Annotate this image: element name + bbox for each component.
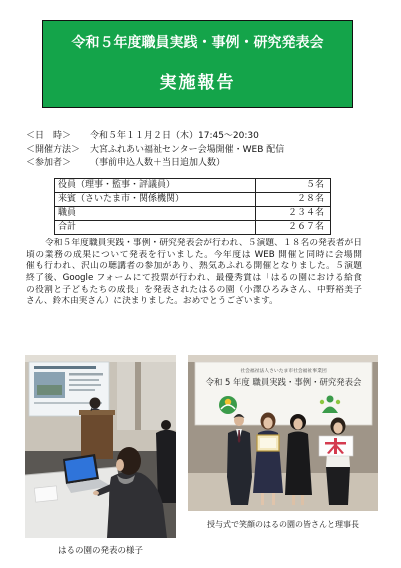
photo-caption-left: はるの園の発表の様子 xyxy=(57,546,143,556)
banner-organization: 社会福祉法人さいたま市社会福祉事業団 xyxy=(240,369,327,374)
table-row xyxy=(55,179,331,193)
table-cell-count: ５名 xyxy=(256,179,331,193)
paragraph-line: 令和５年度職員実践・事例・研究発表会が行われ、５演題、１８名の発表者が日 xyxy=(45,238,362,248)
table-cell-count: ２８名 xyxy=(256,193,331,207)
report-heading: 実施報告 xyxy=(159,73,236,93)
table-cell-count: ２３４名 xyxy=(256,207,331,221)
award-photo xyxy=(188,355,378,511)
certificate xyxy=(257,435,279,451)
paragraph-line: さん、鈴木由実さん）に決まりました。おめでとうございます。 xyxy=(26,296,278,307)
info-value: （事前申込人数＋当日追加人数） xyxy=(90,158,226,168)
event-banner xyxy=(195,362,372,425)
table-cell-category: 職員 xyxy=(55,207,256,221)
info-label: ＜参加者＞ xyxy=(26,158,72,168)
table-row xyxy=(55,207,331,221)
logo-left xyxy=(219,396,237,414)
title-banner xyxy=(42,20,353,108)
podium xyxy=(79,404,115,459)
report-paragraph xyxy=(26,238,362,308)
presentation-photo xyxy=(25,355,176,538)
info-value: 大宮ふれあい福祉センター会場開催・WEB 配信 xyxy=(90,144,285,155)
info-row-date xyxy=(26,130,376,144)
paragraph-line: 催も行われ、沢山の聴講者の参加があり、熱気あふれる開催となりました。５演題 xyxy=(26,261,362,272)
info-row-method xyxy=(26,144,376,158)
table-cell-category: 合計 xyxy=(55,221,256,235)
paragraph-line: の役割と子どもたちの成長」を発表されたはるの園（小澤ひろみさん、中野裕美子 xyxy=(26,284,362,295)
event-info xyxy=(26,130,376,171)
info-value: 令和５年１１月２日（木）17:45～20:30 xyxy=(90,131,259,141)
photo-caption-right: 授与式で笑顔のはるの園の皆さんと理事長 xyxy=(207,520,359,529)
table-row-total xyxy=(55,221,331,235)
paragraph-line: 終了後、Google フォームにて投票が行われ、最優秀賞は「はるの園における給食 xyxy=(26,273,362,284)
paragraph-line: 頃の業務の成果について発表を行いました。今年度は WEB 開催と同時に会場開 xyxy=(26,249,362,260)
banner-title: 令和 5 年度 職員実践・事例・研究発表会 xyxy=(205,377,362,387)
table-row xyxy=(55,193,331,207)
info-label: ＜日 時＞ xyxy=(26,131,72,141)
table-cell-count: ２６７名 xyxy=(256,221,331,235)
event-title: 令和５年度職員実践・事例・研究発表会 xyxy=(71,35,324,51)
info-label: ＜開催方法＞ xyxy=(26,144,81,155)
standing-attendee xyxy=(156,420,176,503)
held-sign xyxy=(319,436,353,456)
table-cell-category: 役員（理事・監事・評議員） xyxy=(55,179,256,193)
table-cell-category: 来賓（さいたま市・関係機関） xyxy=(55,193,256,207)
award-photo-image xyxy=(188,355,378,511)
attendance-table xyxy=(54,178,331,235)
presentation-photo-image xyxy=(25,355,176,538)
info-row-participants xyxy=(26,157,376,171)
